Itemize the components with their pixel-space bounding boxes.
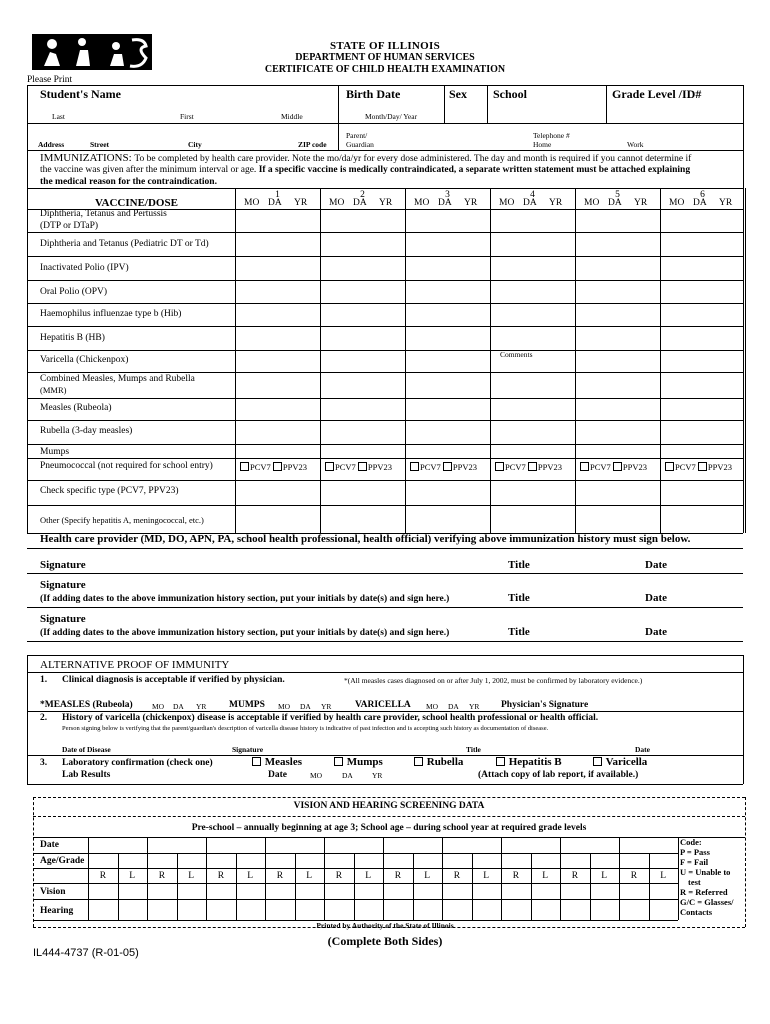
vaccine-label-6: Hepatitis B (HB) [40, 333, 105, 343]
month-day-year-label: Month/Day/ Year [365, 112, 418, 121]
dose6-da: DA [693, 198, 707, 208]
vaccine-label-5: Haemophilus influenzae type b (Hib) [40, 309, 182, 319]
state-title: STATE OF ILLINOIS [329, 40, 441, 52]
dose3-yr: YR [464, 198, 478, 208]
title-label-1: Title [508, 559, 530, 571]
signature-label-3: Signature [40, 613, 86, 625]
item1-number: 1. [40, 675, 48, 685]
pneumococcal-type-dose-4[interactable]: PCV7 PPV23 [495, 462, 562, 472]
code-line-0: Code: [680, 837, 702, 847]
dose4-da: DA [523, 198, 537, 208]
date-label-3: Date [645, 626, 667, 638]
code-line-5: R = Referred [680, 887, 728, 897]
dose1-mo: MO [244, 198, 260, 208]
lab-rubella-option[interactable]: Rubella [414, 757, 463, 768]
guardian-label: Guardian [346, 140, 374, 149]
address-label: Address [38, 140, 65, 149]
department-title: DEPARTMENT OF HUMAN SERVICES [295, 52, 475, 63]
ppv23-checkbox[interactable] [698, 462, 707, 471]
vaccine-label-14: Check specific type (PCV7, PPV23) [40, 486, 179, 496]
date-of-disease-label: Date of Disease [62, 745, 111, 754]
ppv23-checkbox[interactable] [273, 462, 282, 471]
item3-number: 3. [40, 758, 48, 768]
vision-l-3: L [247, 871, 254, 881]
dose4-yr: YR [549, 198, 563, 208]
city-label: City [188, 140, 202, 149]
dose2-da: DA [353, 198, 367, 208]
item1-text: Clinical diagnosis is acceptable if verified by physician. [62, 675, 285, 685]
mumps-mo: MO [278, 702, 291, 711]
work-label: Work [627, 140, 644, 149]
dose-number-4: 4 [530, 190, 535, 200]
printed-by: Printed by Authority of the State of Illinois [316, 921, 454, 930]
vision-r-6: R [394, 871, 402, 881]
vision-age-label: Age/Grade [40, 856, 85, 866]
initials-note-3: (If adding dates to the above immunization history section, put your initials by date(s) and sign here.) [40, 628, 450, 638]
telephone-label: Telephone # [533, 131, 570, 140]
parent-label: Parent/ [346, 131, 368, 140]
vision-r-7: R [453, 871, 461, 881]
dhs-logo [32, 30, 152, 74]
lab-measles-option[interactable]: Measles [252, 757, 302, 768]
middle-name-label: Middle [281, 112, 303, 121]
dose-number-5: 5 [615, 190, 620, 200]
vaccine-dose-header: VACCINE/DOSE [95, 197, 178, 209]
attach-note: (Attach copy of lab report, if available.) [478, 770, 639, 780]
pcv7-checkbox[interactable] [665, 462, 674, 471]
title-label-3: Title [508, 626, 530, 638]
vaccine-label-7: Varicella (Chickenpox) [40, 355, 129, 365]
vaccine-label-15: Other (Specify hepatitis A, meningococcal, etc.) [40, 515, 204, 525]
mumps-da: DA [300, 702, 311, 711]
pcv7-checkbox[interactable] [495, 462, 504, 471]
lab-mumps-option[interactable]: Mumps [334, 757, 383, 768]
vaccine-label-2: Diphtheria and Tetanus (Pediatric DT or Td) [40, 239, 209, 249]
date-label-2: Date [645, 592, 667, 604]
code-line-6: G/C = Glasses/ [680, 897, 734, 907]
street-label: Street [90, 140, 110, 149]
code-line-3: U = Unable to [680, 867, 731, 877]
vision-date-label: Date [40, 840, 59, 850]
school-label: School [493, 87, 528, 101]
pneumococcal-type-dose-5[interactable]: PCV7 PPV23 [580, 462, 647, 472]
vaccine-label-12: Mumps [40, 447, 70, 457]
varicella-yr: YR [469, 702, 480, 711]
varicella-label: VARICELLA [355, 700, 411, 710]
measles-da: DA [173, 702, 184, 711]
title-label-2: Title [508, 592, 530, 604]
vision-r-1: R [99, 871, 107, 881]
vaccine-label-11: Rubella (3-day measles) [40, 426, 133, 436]
dose5-da: DA [608, 198, 622, 208]
comments-label: Comments [500, 350, 533, 359]
code-line-7: Contacts [680, 907, 713, 917]
vision-r-2: R [158, 871, 166, 881]
measles-checkbox[interactable] [252, 757, 261, 766]
pcv7-checkbox[interactable] [240, 462, 249, 471]
vision-subheading: Pre-school – annually beginning at age 3; School age – during school year at required grade levels [191, 823, 587, 833]
vaccine-label-9: (MMR) [40, 385, 67, 395]
vision-l-9: L [601, 871, 608, 881]
sex-label: Sex [449, 87, 467, 101]
vaccine-label-10: Measles (Rubeola) [40, 403, 112, 413]
initials-note-2: (If adding dates to the above immunization history section, put your initials by date(s) and sign here.) [40, 594, 450, 604]
students-name-label: Student's Name [40, 87, 122, 101]
item1-note: *(All measles cases diagnosed on or after July 1, 2002, must be confirmed by laboratory evidence.) [344, 676, 643, 685]
varicella-mo: MO [426, 702, 439, 711]
vision-heading: VISION AND HEARING SCREENING DATA [293, 801, 485, 811]
ppv23-checkbox[interactable] [443, 462, 452, 471]
vision-l-5: L [365, 871, 372, 881]
pcv7-checkbox[interactable] [410, 462, 419, 471]
mumps-yr: YR [321, 702, 332, 711]
immunizations-line3: the medical reason for the contraindication. [40, 177, 217, 187]
alt-title-label: Title [466, 745, 481, 754]
lab-date-label: Date [268, 770, 287, 780]
pneumococcal-type-dose-2[interactable]: PCV7 PPV23 [325, 462, 392, 472]
measles-yr: YR [196, 702, 207, 711]
vision-r-9: R [571, 871, 579, 881]
code-line-1: P = Pass [680, 847, 710, 857]
lab-yr: YR [372, 771, 383, 780]
dose1-da: DA [268, 198, 282, 208]
rubella-checkbox[interactable] [414, 757, 423, 766]
vision-r-3: R [217, 871, 225, 881]
provider-heading: Health care provider (MD, DO, APN, PA, school health professional, health official) verifying above immunization history must sign below. [40, 533, 691, 545]
vaccine-label-13: Pneumococcal (not required for school entry) [40, 461, 213, 471]
dose3-mo: MO [414, 198, 430, 208]
alt-date-label: Date [635, 745, 650, 754]
item3-text: Laboratory confirmation (check one) [62, 758, 213, 768]
vision-l-2: L [188, 871, 195, 881]
mumps-label: MUMPS [229, 700, 265, 710]
vision-row-label: Vision [40, 887, 66, 897]
date-label-1: Date [645, 559, 667, 571]
dose6-yr: YR [719, 198, 733, 208]
grade-level-label: Grade Level /ID# [612, 87, 702, 101]
code-line-2: F = Fail [680, 857, 709, 867]
code-line-4: test [688, 877, 701, 887]
dose1-yr: YR [294, 198, 308, 208]
first-name-label: First [180, 112, 194, 121]
vaccine-label-0: Diphtheria, Tetanus and Pertussis [40, 209, 167, 219]
lab-hepb-option[interactable]: Hepatitis B [496, 757, 562, 768]
dose5-yr: YR [634, 198, 648, 208]
dose-number-2: 2 [360, 190, 365, 200]
lab-results-label: Lab Results [62, 770, 111, 780]
dose2-mo: MO [329, 198, 345, 208]
zip-label: ZIP code [298, 140, 327, 149]
alt-signature-label: Signature [232, 745, 264, 754]
mumps-checkbox[interactable] [334, 757, 343, 766]
vision-l-8: L [542, 871, 549, 881]
dose-number-1: 1 [275, 190, 280, 200]
vaccine-label-3: Inactivated Polio (IPV) [40, 263, 129, 273]
vision-l-7: L [483, 871, 490, 881]
item2-number: 2. [40, 713, 48, 723]
dose-number-3: 3 [445, 190, 450, 200]
last-name-label: Last [52, 112, 65, 121]
pcv7-checkbox[interactable] [325, 462, 334, 471]
dose4-mo: MO [499, 198, 515, 208]
physician-signature-label: Physician's Signature [501, 700, 589, 710]
vision-r-5: R [335, 871, 343, 881]
ppv23-checkbox[interactable] [358, 462, 367, 471]
item2-note: Person signing below is verifying that the parent/guardian's description of varicella disease history is indicative of past infection and is accepting such history as documentation of disease. [62, 725, 549, 732]
vision-l-6: L [424, 871, 431, 881]
certificate-title: CERTIFICATE OF CHILD HEALTH EXAMINATION [264, 64, 506, 75]
vaccine-label-8: Combined Measles, Mumps and Rubella [40, 374, 195, 384]
home-label: Home [533, 140, 552, 149]
form-number: IL444-4737 (R-01-05) [33, 947, 139, 959]
hepatitis-b-checkbox[interactable] [496, 757, 505, 766]
measles-mo: MO [152, 702, 165, 711]
hearing-row-label: Hearing [40, 906, 74, 916]
signature-label-1: Signature [40, 559, 86, 571]
immunizations-line2: the vaccine was given after the minimum interval or age. If a specific vaccine is medically contraindicated, a separate written statement must be attached explaining [40, 165, 691, 175]
birth-date-label: Birth Date [346, 87, 401, 101]
vision-l-4: L [306, 871, 313, 881]
vaccine-label-1: (DTP or DTaP) [40, 221, 99, 231]
vision-l-1: L [129, 871, 136, 881]
dose-number-6: 6 [700, 190, 705, 200]
vaccine-label-4: Oral Polio (OPV) [40, 287, 108, 297]
lab-mo: MO [310, 771, 323, 780]
pneumococcal-type-dose-1[interactable]: PCV7 PPV23 [240, 462, 307, 472]
complete-both-sides: (Complete Both Sides) [327, 934, 443, 948]
ppv23-checkbox[interactable] [613, 462, 622, 471]
signature-label-2: Signature [40, 579, 86, 591]
lab-da: DA [342, 771, 353, 780]
immunizations-heading: IMMUNIZATIONS: To be completed by health care provider. Note the mo/da/yr for every dose administered. The day and month is required if you cannot determine if [40, 152, 692, 164]
dose2-yr: YR [379, 198, 393, 208]
vision-r-4: R [276, 871, 284, 881]
varicella-da: DA [448, 702, 459, 711]
dose6-mo: MO [669, 198, 685, 208]
pneumococcal-type-dose-3[interactable]: PCV7 PPV23 [410, 462, 477, 472]
ppv23-checkbox[interactable] [528, 462, 537, 471]
dose3-da: DA [438, 198, 452, 208]
pneumococcal-type-dose-6[interactable]: PCV7 PPV23 [665, 462, 732, 472]
alternative-heading: ALTERNATIVE PROOF OF IMMUNITY [40, 659, 230, 671]
please-print: Please Print [27, 75, 73, 85]
vision-l-10: L [660, 871, 667, 881]
vision-r-8: R [512, 871, 520, 881]
vision-r-10: R [630, 871, 638, 881]
varicella-checkbox[interactable] [593, 757, 602, 766]
measles-rubeola-label: *MEASLES (Rubeola) [40, 700, 133, 710]
lab-varicella-option[interactable]: Varicella [593, 757, 647, 768]
item2-text: History of varicella (chickenpox) disease is acceptable if verified by health care provider, school health professional or health official. [62, 713, 599, 723]
pcv7-checkbox[interactable] [580, 462, 589, 471]
dose5-mo: MO [584, 198, 600, 208]
